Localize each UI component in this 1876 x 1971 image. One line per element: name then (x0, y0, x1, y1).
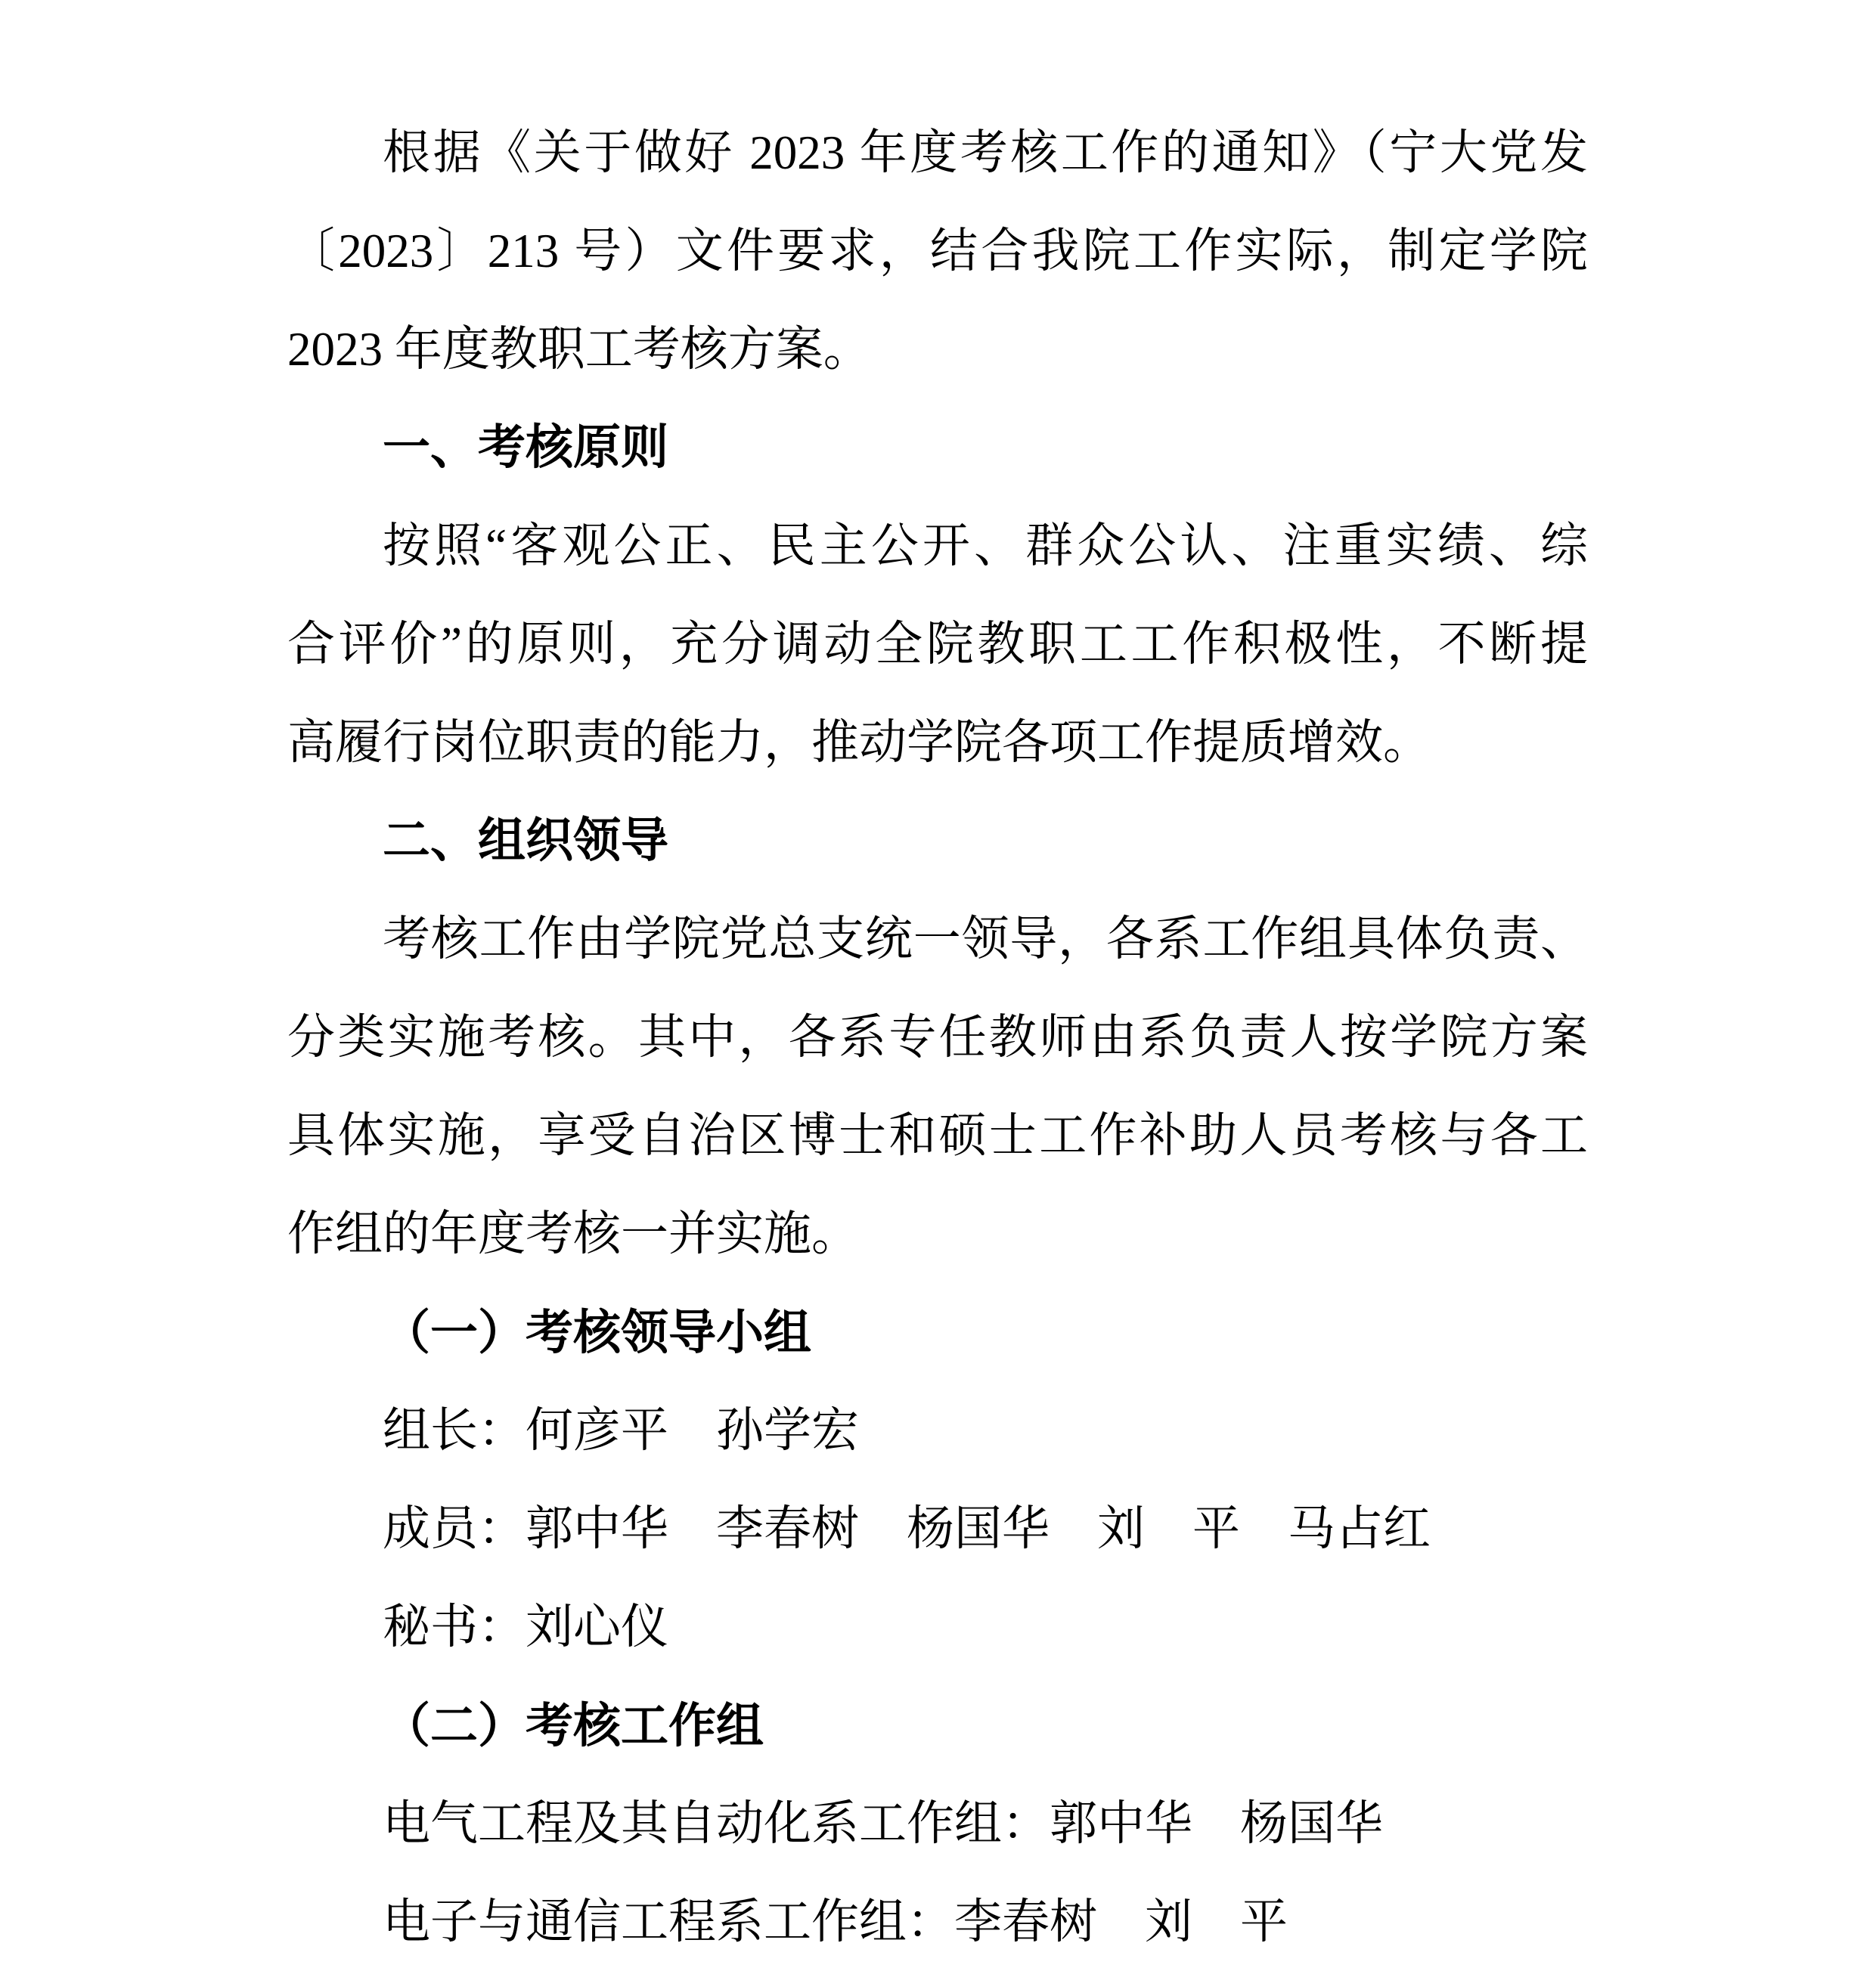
paragraph (287, 497, 1588, 792)
section-heading (287, 792, 1588, 890)
text-line: 高履行岗位职责的能力，推动学院各项工作提质增效。 (287, 716, 1431, 769)
text-line: 具体实施，享受自治区博士和硕士工作补助人员考核与各工 (287, 1109, 1588, 1162)
paragraph (287, 1480, 1588, 1578)
text-line: 秘书：刘心仪 (383, 1601, 668, 1653)
paragraph (287, 1381, 1588, 1480)
paragraph (287, 890, 1588, 1283)
text-line: 根据《关于做好 2023 年度考核工作的通知》（宁大党发 (383, 126, 1588, 179)
text-line: 电气工程及其自动化系工作组：郭中华 杨国华 (383, 1797, 1383, 1850)
text-line: 合评价”的原则，充分调动全院教职工工作积极性，不断提 (287, 618, 1588, 671)
text-line: 二、组织领导 (383, 813, 668, 868)
sub-heading (287, 1283, 1588, 1381)
paragraph (287, 1774, 1588, 1873)
text-line: 分类实施考核。其中，各系专任教师由系负责人按学院方案 (287, 1011, 1588, 1064)
paragraph (287, 1578, 1588, 1676)
paragraph (287, 1873, 1588, 1971)
text-line: 组长：何彦平 孙学宏 (383, 1404, 859, 1457)
text-line: 电子与通信工程系工作组：李春树 刘 平 (383, 1895, 1288, 1948)
text-line: 作组的年度考核一并实施。 (287, 1207, 859, 1260)
section-heading (287, 398, 1588, 497)
text-line: 考核工作由学院党总支统一领导，各系工作组具体负责、 (383, 913, 1588, 965)
paragraph (287, 104, 1588, 398)
text-line: 〔2023〕213 号）文件要求，结合我院工作实际，制定学院 (287, 225, 1588, 277)
sub-heading (287, 1676, 1588, 1774)
text-line: （一）考核领导小组 (383, 1304, 811, 1360)
text-line: 按照“客观公正、民主公开、群众公认、注重实绩、综 (383, 519, 1588, 572)
text-line: 2023 年度教职工考核方案。 (287, 323, 871, 376)
text-line: 成员：郭中华 李春树 杨国华 刘 平 马占红 (383, 1502, 1431, 1555)
text-line: （二）考核工作组 (383, 1697, 764, 1753)
text-line: 一、考核原则 (383, 420, 668, 475)
text-column (287, 104, 1588, 1971)
